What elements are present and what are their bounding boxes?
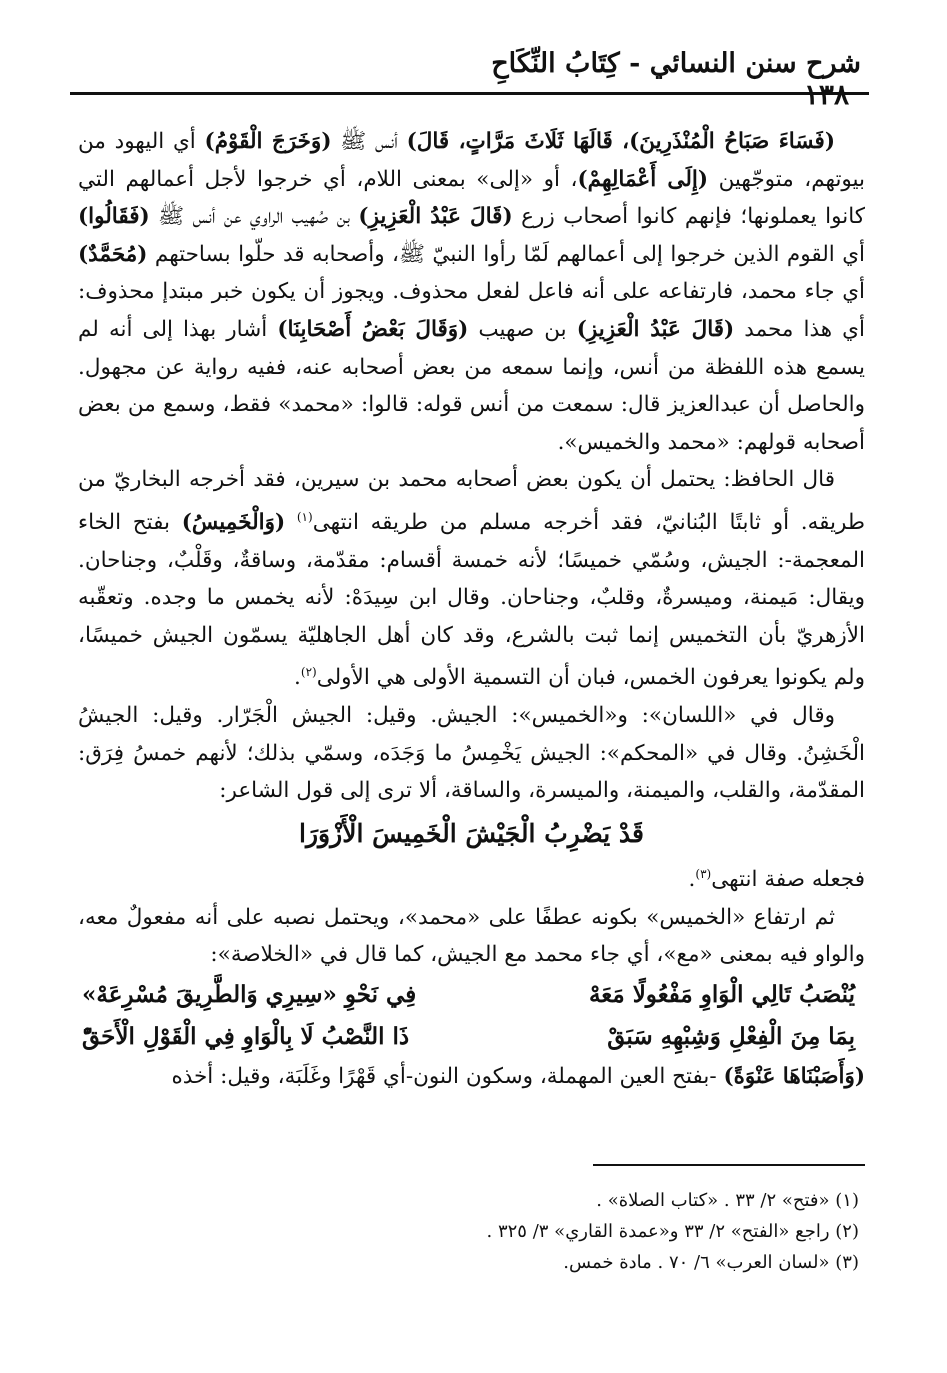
p1-run-10: (مُحَمَّدٌ) xyxy=(78,241,148,267)
p1-run-11: أي جاء محمد، فارتفاعه على أنه فاعل لفعل محذوف. ويجوز أن يكون خبر مبتدإ محذوف: أي هذا محمد xyxy=(78,279,865,342)
paragraph-1 xyxy=(78,123,865,461)
p1-run-1: أنس ﷺ xyxy=(331,129,407,154)
p1-run-2: (وَخَرَجَ الْقَوْمُ) xyxy=(204,129,332,154)
p1-run-15: أشار بهذا إلى أنه لم يسمع هذه اللفظة من أنس، وإنما سمعه من بعض أصحابه عنه، ففيه رواية عن مجهول. والحاصل أن عبدالعزيز قال: سمعت من أنس قوله: قالوا: «محمد» فقط، وسمع من بعض أصحابه قولهم: «محمد والخميس». xyxy=(78,316,865,455)
p1-run-13: بن صهيب xyxy=(468,316,577,342)
paragraph-2 xyxy=(78,461,865,697)
main-text xyxy=(78,123,865,1096)
verse-3-second-hemistich: ذَا النَّصْبُ لَا بِالْوَاوِ فِي الْقَوْلِ الْأَحَقّْ xyxy=(82,1022,410,1050)
book-title: شرح سنن النسائي - كِتَابُ النِّكَاحِ xyxy=(491,48,861,79)
p1-run-7: بن صُهيب الراوي عن أنس ﷺ xyxy=(149,204,359,230)
footnote-separator xyxy=(593,1164,865,1166)
page-number-rule xyxy=(72,92,717,94)
p1-run-5: ، أو «إلى» بمعنى اللام، أي خرجوا لأجل أعمالهم التي كانوا يعملونها؛ فإنهم كانوا أصحاب زرع xyxy=(78,166,865,230)
paragraph-6-bold: (وَأَصَبْنَاهَا عَنْوَةً) xyxy=(723,1063,865,1089)
p1-run-14: (وَقَالَ بَعْضُ أَصْحَابِنَا) xyxy=(277,316,469,342)
footnotes xyxy=(120,1185,859,1278)
p2-run-6: . xyxy=(294,665,301,691)
paragraph-5: ثم ارتفاع «الخميس» بكونه عطفًا على «محمد»، ويحتمل نصبه على أنه مفعولٌ معه، والواو فيه بمعنى «مع»، أي جاء محمد مع الجيش، كما قال في «الخلاصة»: xyxy=(78,904,865,968)
p1-run-6: (قَالَ عَبْدُ الْعَزِيزِ) xyxy=(358,204,513,230)
p2-run-4: بفتح الخاء المعجمة-: الجيش، وسُمّي خميسًا؛ لأنه خمسة أقسام: مقدّمة، وساقةٌ، وقَلْبٌ، وجناحان. ويقال: مَيمنة، وميسرةٌ، وقلبٌ، وجناحان. وقال ابن سِيدَهْ: لأنه يخمس ما وجده. وتعقّبه الأزهريّ بأن التخميس إنما ثبت بالشرع، وقد كان أهل الجاهليّة يسمّون الجيش خميسًا، ولم يكونوا يعرفون الخمس، فبان أن التسمية الأولى هي الأولى xyxy=(78,510,865,691)
page-header xyxy=(70,40,869,110)
poetry-verse-1: قَدْ يَضْرِبُ الْجَيْشَ الْخَمِيسَ الْأَزْوَرَا xyxy=(299,819,644,848)
footnote-ref-3: (٣) xyxy=(695,867,712,881)
p1-run-3: أي اليهود من بيوتهم، متوجّهين xyxy=(78,129,866,192)
verse-2-first-hemistich: يُنْصَبُ تَالِي الْوَاوِ مَفْعُولًا مَعَهْ xyxy=(588,980,855,1008)
p2-run-2 xyxy=(285,510,297,535)
footnote-2: (٢) راجع «الفتح» ٢/ ٣٣ و«عمدة القاري» ٣/ ٣٢٥ . xyxy=(486,1221,859,1242)
p1-run-0: (فَسَاءَ صَبَاحُ الْمُنْذَرِينَ)، قَالَهَا ثَلَاثَ مَرَّاتٍ، قَالَ) xyxy=(406,129,835,154)
paragraph-6-text: -بفتح العين المهملة، وسكون النون-أي قَهْرًا وغَلَبَة، وقيل: أخذه xyxy=(171,1063,724,1089)
p1-run-12: (قَالَ عَبْدُ الْعَزِيزِ) xyxy=(576,316,735,342)
poetry-verse-3 xyxy=(78,1016,865,1058)
poetry-verse-2 xyxy=(78,974,865,1016)
p2-run-0: قال الحافظ: يحتمل أن يكون بعض أصحابه محمد بن سيرين، فقد أخرجه البخاريّ من طريقه. أو ثابتًا البُنانيّ، فقد أخرجه مسلم من طريقه انتهى xyxy=(78,467,865,536)
verse-3-first-hemistich: بِمَا مِنَ الْفِعْلِ وَشِبْهِهِ سَبَقْ xyxy=(607,1022,855,1050)
p2-run-3: (وَالْخَمِيسُ) xyxy=(181,510,286,536)
p1-run-9: أي القوم الذين خرجوا إلى أعمالهم لَمّا رأوا النبيّ ﷺ، وأصحابه قد حلّوا بساحتهم xyxy=(147,241,865,267)
p2-run-1: (١) xyxy=(296,509,313,524)
footnote-3: (٣) «لسان العرب» ٦/ ٧٠ . مادة خمس. xyxy=(563,1252,859,1273)
paragraph-3: وقال في «اللسان»: و«الخميس»: الجيش. وقيل: الجيش الْجَرّار. وقيل: الجيشُ الْخَشِنُ. وقال في «المحكم»: الجيش يَخْمِسُ ما وَجَدَه، وسمّي بذلك؛ لأنهم خمسُ فِرَق: المقدّمة، والقلب، والميمنة، والميسرة، والساقة، ألا ترى إلى قول الشاعر: xyxy=(78,703,865,804)
verse-2-second-hemistich: فِي نَحْوِ «سِيرِي وَالطَّرِيقَ مُسْرِعَهْ» xyxy=(82,980,417,1008)
paragraph-4-text: فجعله صفة انتهى xyxy=(711,867,865,893)
p1-run-8: (فَقَالُوا) xyxy=(78,204,150,230)
paragraph-4 xyxy=(78,856,865,899)
p1-run-4: (إِلَى أَعْمَالِهِمْ) xyxy=(577,166,709,192)
p2-run-5: (٢) xyxy=(300,665,317,680)
paragraph-6 xyxy=(78,1058,865,1096)
page-number: ١٣٨ xyxy=(803,78,849,111)
paragraph-4-end: . xyxy=(688,867,696,893)
footnote-1: (١) «فتح» ٢/ ٣٣ . «كتاب الصلاة» . xyxy=(596,1190,859,1211)
